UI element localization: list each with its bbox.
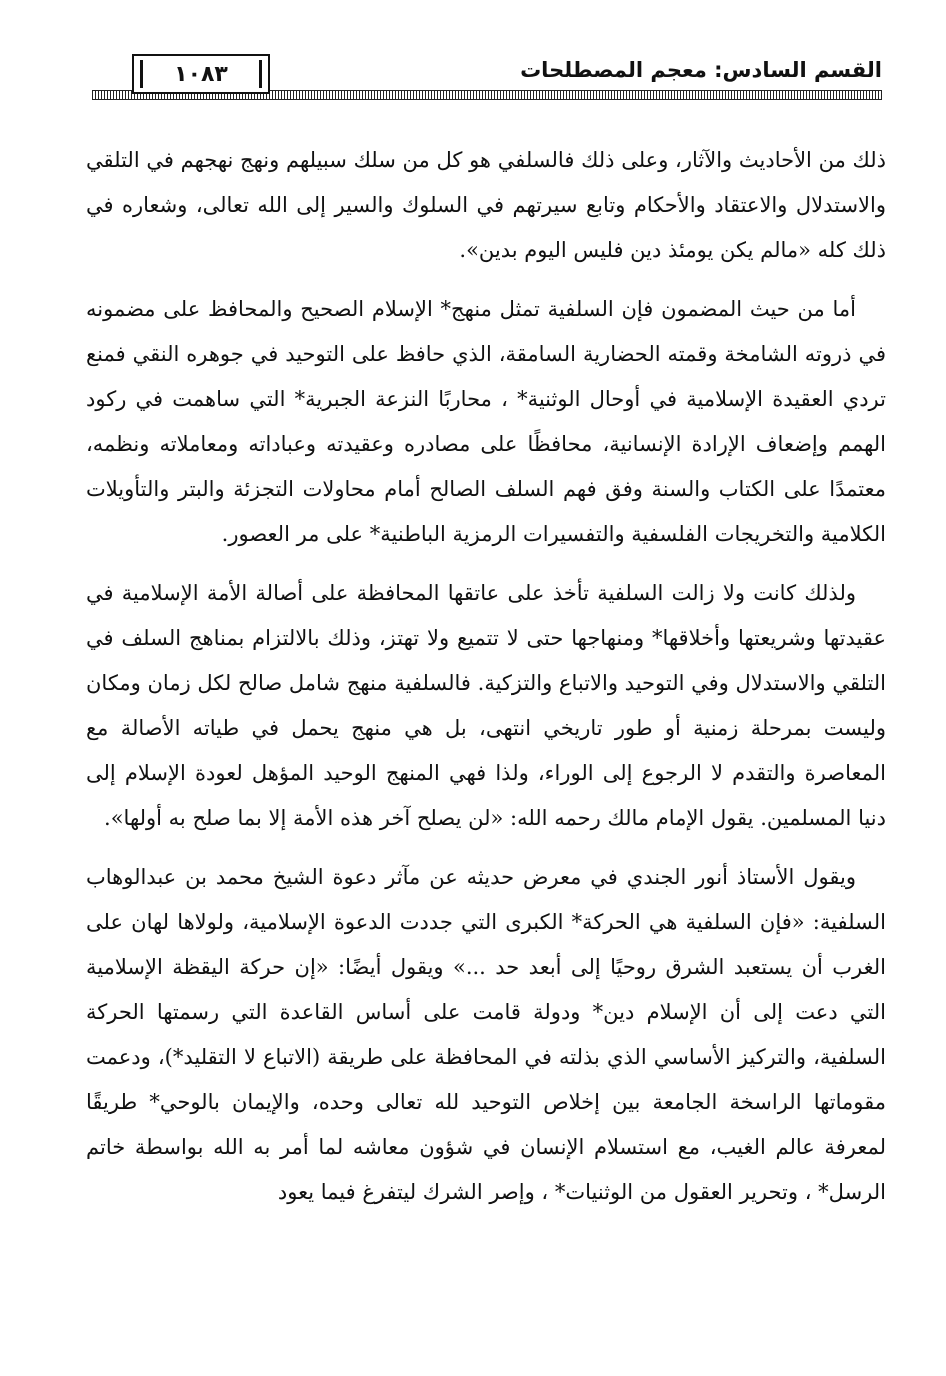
page-number: ١٠٨٣ [132, 54, 270, 94]
paragraph: ذلك من الأحاديث والآثار، وعلى ذلك فالسلفي هو كل من سلك سبيلهم ونهج نهجهم في التلقي والاستدلال والاعتقاد والأحكام وتابع سيرتهم في السلوك والسير إلى الله تعالى، وشعاره في ذلك كله «مالم يكن يومئذ دين فليس اليوم بدين». [86, 148, 886, 262]
paragraph: أما من حيث المضمون فإن السلفية تمثل منهج* الإسلام الصحيح والمحافظ على مضمونه في ذروته الشامخة وقمته الحضارية السامقة، الذي حافظ على التوحيد في جوهره النقي فمنع تردي العقيدة الإسلامية في أوحال الوثنية* ، محاربًا النزعة الجبرية* التي ساهمت في ركود الهمم وإضعاف الإرادة الإنسانية، محافظًا على مصادره وعقيدته وعباداته ومعاملاته ونظمه، معتمدًا على الكتاب والسنة وفق فهم السلف الصالح أمام محاولات التجزئة والبتر والتأويلات الكلامية والتخريجات الفلسفية والتفسيرات الرمزية الباطنية* على مر العصور. [86, 297, 886, 546]
section-title: القسم السادس: معجم المصطلحات [520, 58, 882, 82]
body-text [86, 138, 886, 1229]
page-header [92, 54, 882, 104]
paragraph: ويقول الأستاذ أنور الجندي في معرض حديثه عن مآثر دعوة الشيخ محمد بن عبدالوهاب السلفية: «فإن السلفية هي الحركة* الكبرى التي جددت الدعوة الإسلامية، ولولاها لهان على الغرب أن يستعبد الشرق روحيًا إلى أبعد حد ...» ويقول أيضًا: «إن حركة اليقظة الإسلامية التي دعت إلى أن الإسلام دين* ودولة قامت على أساس القاعدة التي رسمتها الحركة السلفية، والتركيز الأساسي الذي بذلته في المحافظة على طريقة (الاتباع لا التقليد*)، ودعمت مقوماتها الراسخة الجامعة بين إخلاص التوحيد لله تعالى وحده، والإيمان بالوحي* طريقًا لمعرفة عالم الغيب، مع استسلام الإنسان في شؤون معاشه لما أمر به الله بواسطة خاتم الرسل* ، وتحرير العقول من الوثنيات* ، وإصر الشرك ليتفرغ فيما يعود [86, 865, 886, 1204]
paragraph: ولذلك كانت ولا زالت السلفية تأخذ على عاتقها المحافظة على أصالة الأمة الإسلامية في عقيدتها وشريعتها وأخلاقها* ومنهاجها حتى لا تتميع ولا تهتز، وذلك بالالتزام بمناهج السلف في التلقي والاستدلال وفي التوحيد والاتباع والتزكية. فالسلفية منهج شامل صالح لكل زمان ومكان وليست بمرحلة زمنية أو طور تاريخي انتهى، بل هي منهج يحمل في طياته الأصالة مع المعاصرة والتقدم لا الرجوع إلى الوراء، ولذا فهي المنهج الوحيد المؤهل لعودة الإسلام إلى دنيا المسلمين. يقول الإمام مالك رحمه الله: «لن يصلح آخر هذه الأمة إلا بما صلح به أولها». [86, 581, 886, 830]
